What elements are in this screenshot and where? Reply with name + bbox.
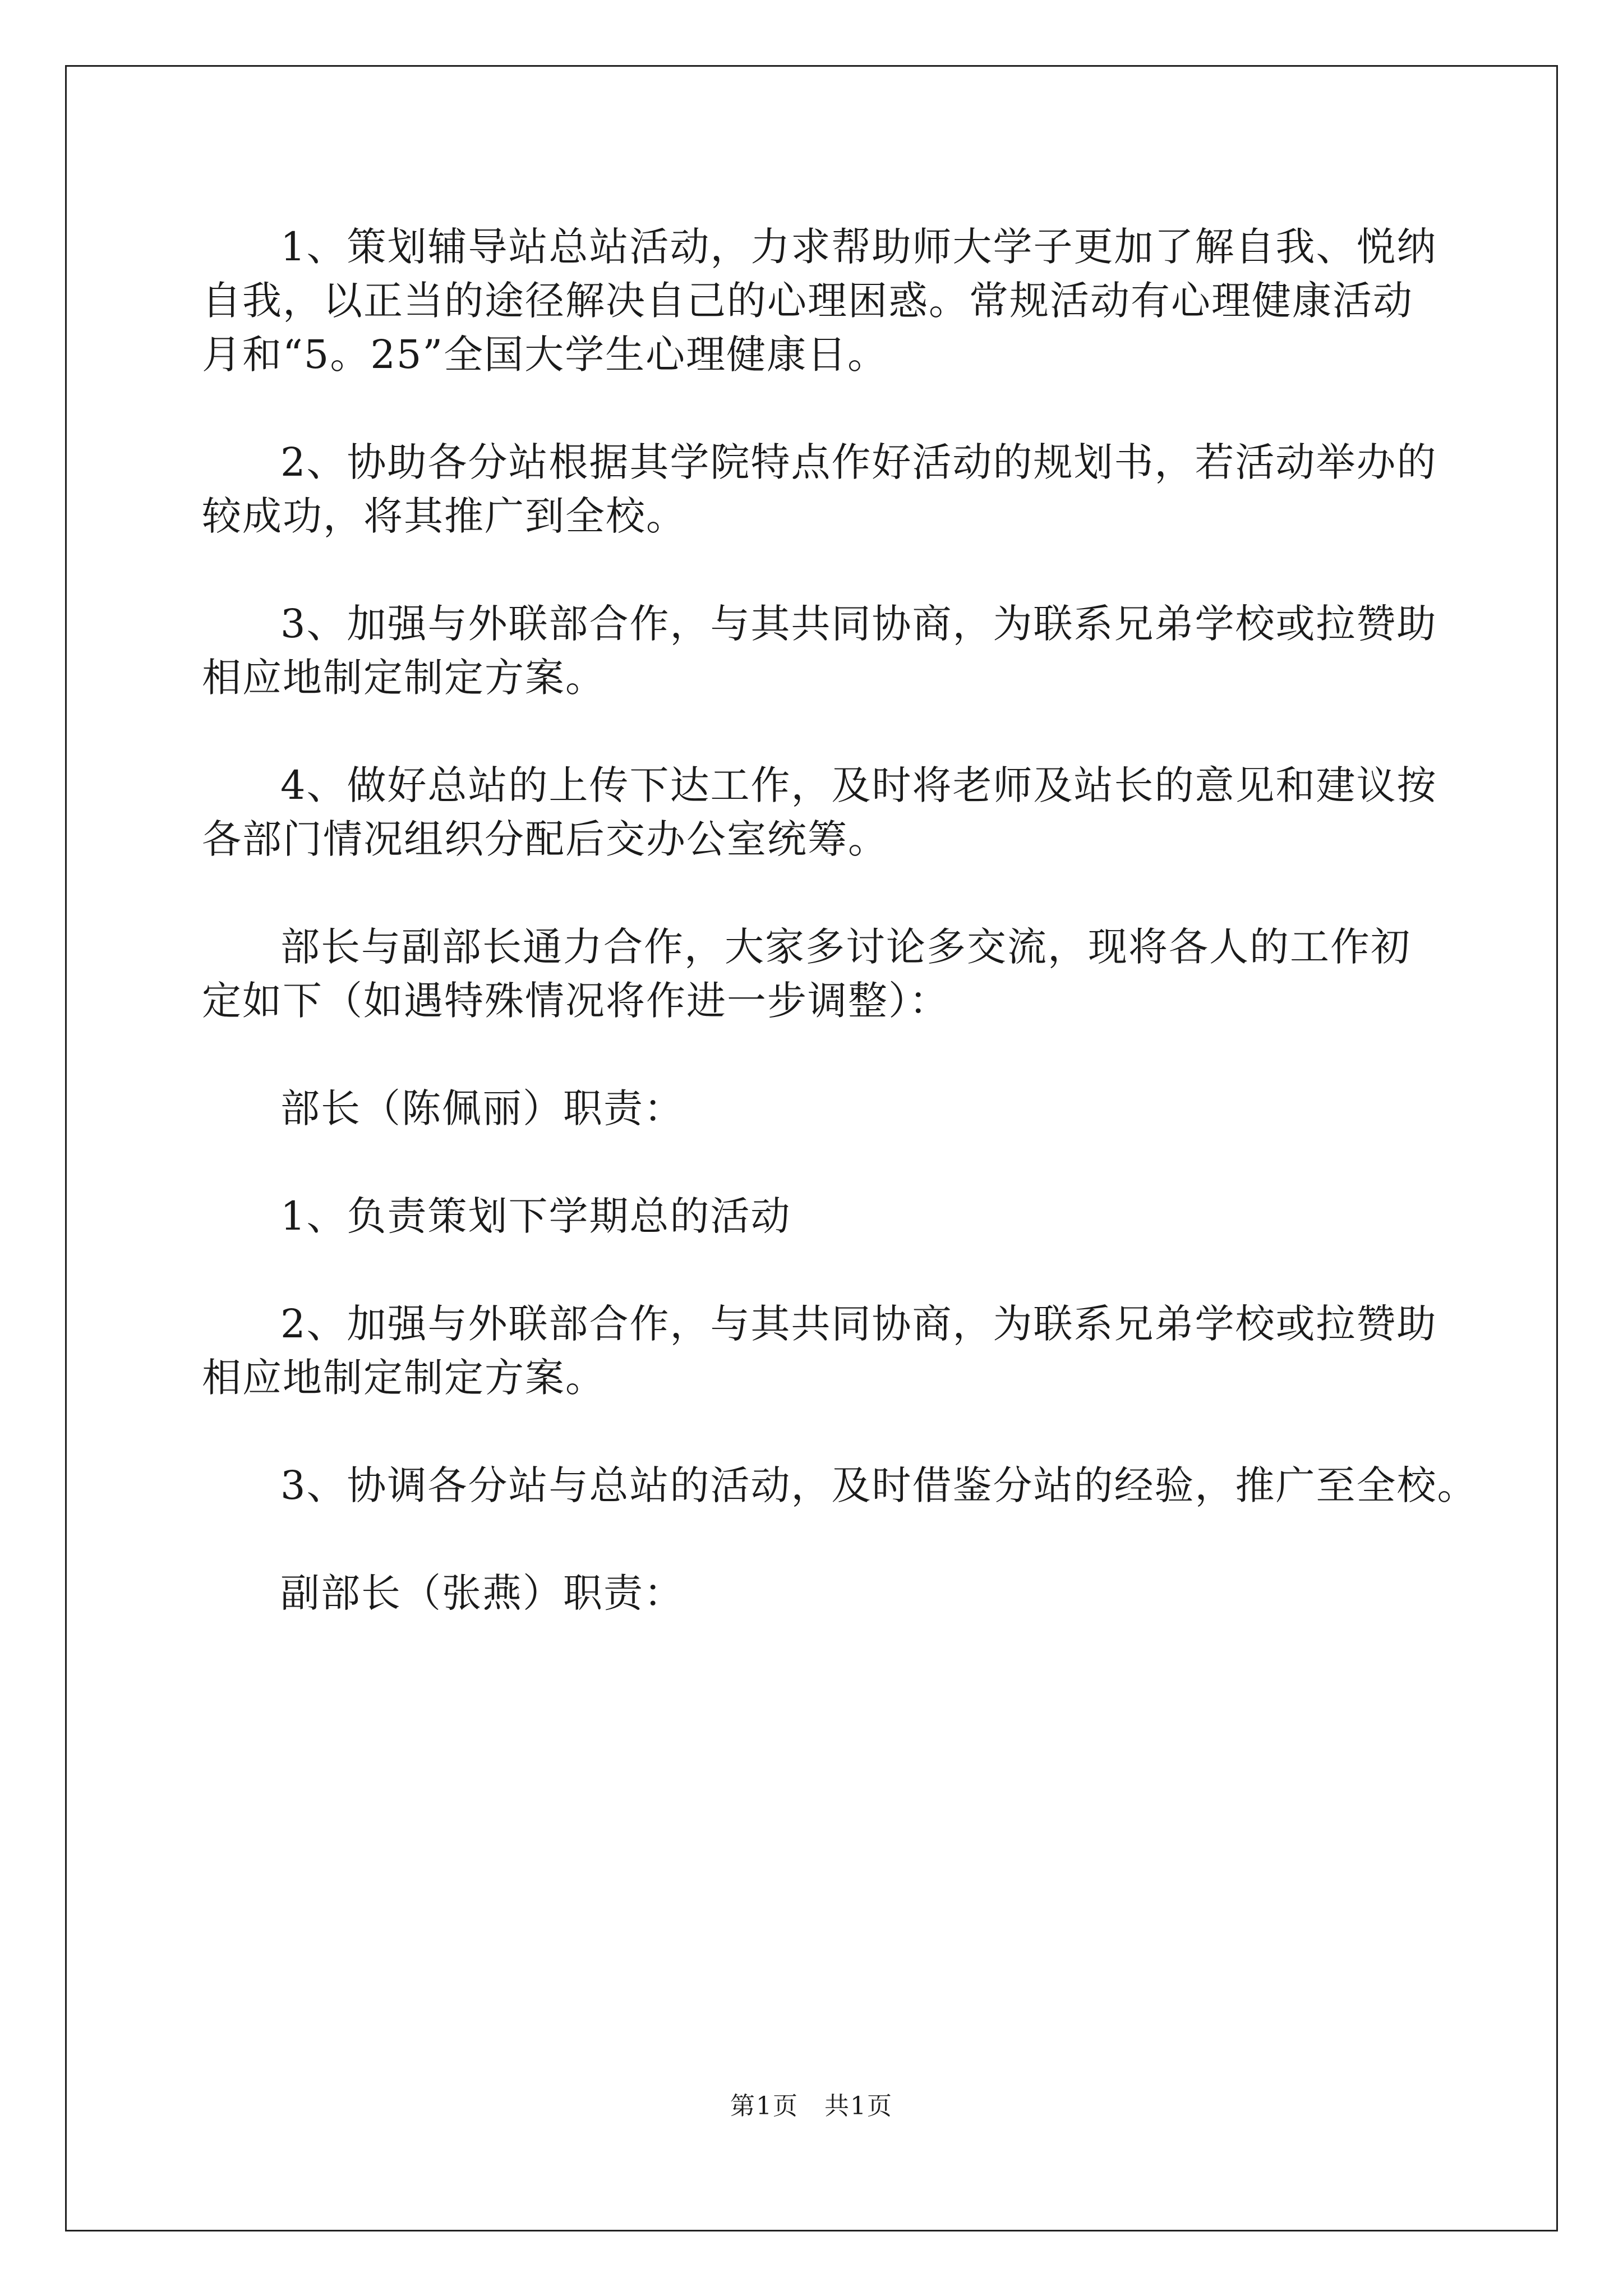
text-line: 1、负责策划下学期总的活动 bbox=[280, 1193, 791, 1239]
text-line: 较成功，将其推广到全校。 bbox=[202, 493, 686, 539]
text-line: 月和“5。25”全国大学生心理健康日。 bbox=[202, 332, 888, 378]
text-line: 相应地制定制定方案。 bbox=[202, 1355, 606, 1401]
text-line: 3、加强与外联部合作，与其共同协商，为联系兄弟学校或拉赞助 bbox=[280, 601, 1437, 647]
text-line: 各部门情况组织分配后交办公室统筹。 bbox=[202, 816, 888, 862]
text-line: 相应地制定制定方案。 bbox=[202, 655, 606, 701]
paragraph bbox=[202, 220, 1436, 381]
paragraph bbox=[202, 435, 1436, 543]
text-line: 2、加强与外联部合作，与其共同协商，为联系兄弟学校或拉赞助 bbox=[280, 1301, 1437, 1347]
page-number-footer: 第1页 共1页 bbox=[730, 2092, 893, 2120]
text-line: 定如下（如遇特殊情况将作进一步调整）： bbox=[202, 978, 949, 1024]
paragraph bbox=[202, 920, 1436, 1028]
paragraph bbox=[202, 1189, 1436, 1243]
text-line: 1、策划辅导站总站活动，力求帮助师大学子更加了解自我、悦纳 bbox=[280, 224, 1437, 270]
text-line: 2、协助各分站根据其学院特点作好活动的规划书，若活动举办的 bbox=[280, 439, 1437, 485]
paragraph bbox=[202, 597, 1436, 705]
text-line: 4、做好总站的上传下达工作，及时将老师及站长的意见和建议按 bbox=[280, 762, 1437, 808]
text-line: 3、协调各分站与总站的活动，及时借鉴分站的经验，推广至全校。 bbox=[280, 1462, 1478, 1508]
paragraph bbox=[202, 1458, 1478, 1512]
paragraph bbox=[202, 1297, 1436, 1405]
paragraph bbox=[202, 1566, 1436, 1620]
paragraph bbox=[202, 758, 1436, 866]
text-line: 副部长（张燕）职责： bbox=[280, 1570, 684, 1616]
text-line: 自我，以正当的途径解决自己的心理困惑。常规活动有心理健康活动 bbox=[202, 278, 1413, 324]
text-line: 部长（陈佩丽）职责： bbox=[280, 1085, 684, 1131]
document-body bbox=[202, 220, 1478, 1620]
paragraph bbox=[202, 1082, 1436, 1135]
text-line: 部长与副部长通力合作，大家多讨论多交流，现将各人的工作初 bbox=[280, 924, 1411, 970]
